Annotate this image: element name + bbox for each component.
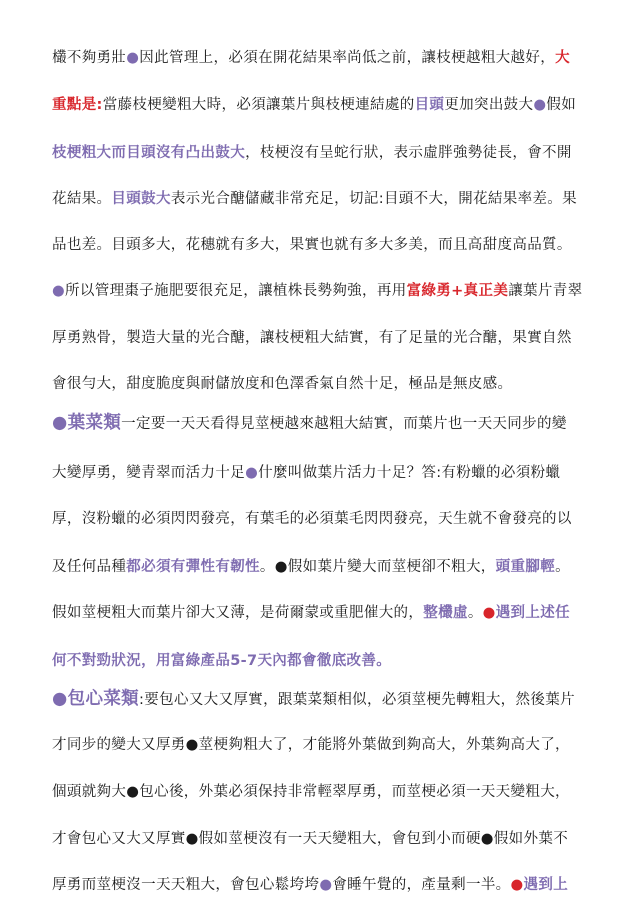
paragraph-line [52, 95, 612, 115]
paragraph-line [52, 463, 612, 483]
text-run: 及任何品種 [52, 559, 127, 575]
paragraph-line [52, 509, 612, 529]
highlight-purple-text: 整欉虛 [423, 605, 468, 621]
paragraph-line [52, 374, 612, 394]
paragraph-line [52, 281, 612, 301]
text-run: 品也差。目頭多大，花穗就有多大，果實也就有多大多美，而且高甜度高品質。 [52, 237, 572, 253]
highlight-purple-text: 遇到上述任 [495, 605, 570, 621]
text-run: 因此管理上，必須在開花結果率尚低之前，讓枝梗越粗大越好， [139, 50, 556, 66]
highlight-purple-text: 遇到上 [523, 877, 569, 893]
text-run: 假如 [546, 97, 577, 113]
highlight-purple-text: 何不對勁狀況，用富綠產品5-7天內都會徹底改善。 [52, 653, 392, 669]
section-heading: ●包心菜類 [52, 689, 140, 709]
text-run: 才同步的變大又厚勇●莖梗夠粗大了，才能將外葉做到夠高大，外葉夠高大了， [52, 737, 570, 753]
bullet-dot-red: ● [482, 605, 496, 621]
text-run: 表示光合醣儲藏非常充足，切記:目頭不大，開花結果率差。果 [170, 191, 577, 207]
paragraph-line [52, 557, 612, 577]
highlight-purple-text: 目頭 [414, 97, 445, 113]
highlight-purple-text: 頭重腳輕 [495, 559, 556, 575]
paragraph-line [52, 735, 612, 755]
paragraph-line [52, 603, 612, 623]
paragraph-line [52, 875, 612, 895]
highlight-purple-text: 目頭鼓大 [111, 191, 171, 207]
bullet-dot: ● [126, 50, 140, 66]
paragraph-line [52, 328, 612, 348]
text-run: 欉不夠勇壯 [52, 50, 127, 66]
text-run: 假如莖梗粗大而葉片卻大又薄，是荷爾蒙或重肥催大的， [52, 605, 424, 621]
text-run: 當藤枝梗變粗大時，必須讓葉片與枝梗連結處的 [102, 97, 415, 113]
text-run: 。 [467, 605, 483, 621]
section-heading: ●葉菜類 [52, 413, 122, 433]
text-run: :要包心又大又厚實，跟葉菜類相似，必須莖梗先轉粗大，然後葉片 [139, 692, 575, 708]
highlight-red-text: 富綠勇+真正美 [406, 283, 509, 299]
text-run: 什麼叫做葉片活力十足？答:有粉蠟的必須粉蠟 [258, 465, 561, 481]
text-run: 。●假如葉片變大而莖梗卻不粗大， [259, 559, 496, 575]
paragraph-line [52, 651, 612, 671]
highlight-purple-text: 枝梗粗大而目頭沒有凸出鼓大 [52, 145, 246, 161]
text-run: 大變厚勇，變青翠而活力十足 [52, 465, 246, 481]
paragraph-line [52, 189, 612, 209]
text-run: 所以管理棗子施肥要很充足，讓植株長勢夠強，再用 [65, 283, 407, 299]
paragraph-line [52, 689, 612, 710]
text-run: 更加突出鼓大 [444, 97, 534, 113]
text-run: 個頭就夠大●包心後，外葉必須保持非常輕翠厚勇，而莖梗必須一天天變粗大， [52, 784, 570, 800]
text-run: 花結果。 [52, 191, 112, 207]
text-run: 厚勇而莖梗沒一天天粗大，會包心鬆垮垮 [52, 877, 320, 893]
paragraph-line [52, 829, 612, 849]
paragraph-line [52, 143, 612, 163]
bullet-dot: ● [52, 283, 66, 299]
text-run: 厚，沒粉蠟的必須閃閃發亮，有葉毛的必須葉毛閃閃發亮，天生就不會發亮的以 [52, 511, 572, 527]
text-run: 才會包心又大又厚實●假如莖梗沒有一天天變粗大，會包到小而硬●假如外葉不 [52, 831, 569, 847]
paragraph-line [52, 48, 612, 68]
text-run: 讓葉片青翠 [508, 283, 583, 299]
text-run: 會很勻大，甜度脆度與耐儲放度和色澤香氣自然十足，極品是無皮感。 [52, 376, 513, 392]
text-run: 會睡午覺的，產量剩一半。 [332, 877, 511, 893]
text-run: 。 [555, 559, 570, 575]
bullet-dot: ● [319, 877, 333, 893]
highlight-red-text: 大 [555, 50, 570, 66]
paragraph-line [52, 782, 612, 802]
highlight-purple-text: 都必須有彈性有韌性 [126, 559, 260, 575]
paragraph-line [52, 235, 612, 255]
paragraph-line [52, 413, 612, 434]
text-run: 一定要一天天看得見莖梗越來越粗大結實，而葉片也一天天同步的變 [121, 416, 567, 432]
highlight-red-text: 重點是: [52, 97, 103, 113]
bullet-dot: ● [245, 465, 259, 481]
text-run: 厚勇熟骨，製造大量的光合醣，讓枝梗粗大結實，有了足量的光合醣，果實自然 [52, 330, 572, 346]
bullet-dot-red: ● [510, 877, 524, 893]
bullet-dot: ● [533, 97, 547, 113]
text-run: ，枝梗沒有呈蛇行狀，表示虛胖強勢徒長，會不開 [245, 145, 572, 161]
